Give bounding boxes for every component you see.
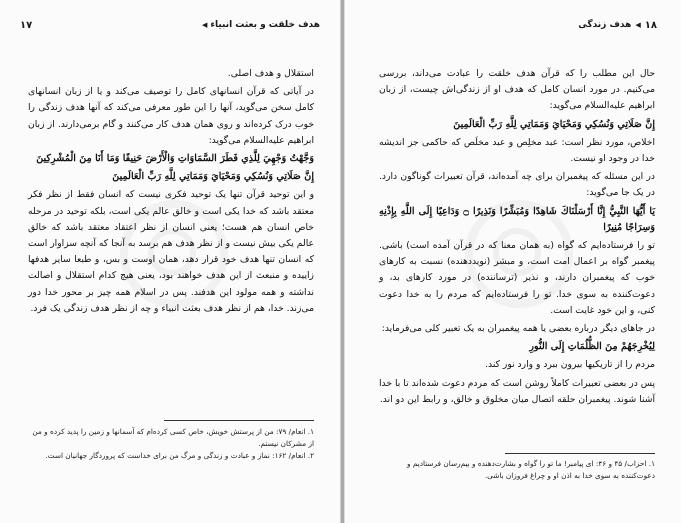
right-footnote-1: ۱. احزاب/ ۴۵ و ۴۶: ای پیامبر! ما تو را گواه و بشارت‌دهنده و بیم‌رسان فرستادیم و دعوت‌کننده به سوی خدا به اذن او و چراغ فروزان باشی. bbox=[407, 459, 655, 480]
left-body-text bbox=[28, 66, 314, 319]
left-page-number: ۱۷ bbox=[20, 19, 33, 31]
left-paragraph-3: و این توحید قرآن تنها یک توحید فکری نیست که انسان فقط از نظر فکر معتقد باشد که خدا یکی است و خالق عالم یکی است، بلکه توحید در مرحله خاص انسان هم هست؛ یعنی انسان از نظر اعتقاد معتقد باشد که خالق عالم یکی بیش نیست و از نظر هدف هم برسد به آنجا که آنچه سزاوار است که انسان تنها هدف خود قرار دهد، همان اوست و بس، و طبعا سایر هدفها زاییده و منبعث از این هدف خواهند بود، یعنی هیچ کدام استقلال و اصالت نداشته و همه مولود این هدفند. پس در اسلام همه چیز بر محور خدا دور می‌زند. خدا، هم از نظر هدف بعثت انبیاء و چه از نظر هدف زندگی یک فرد. bbox=[28, 189, 314, 314]
left-header-title-group bbox=[202, 20, 320, 30]
left-footnotes bbox=[28, 426, 314, 463]
left-footnote-divider bbox=[164, 420, 314, 421]
right-page-number: ۱۸ bbox=[644, 19, 657, 31]
right-running-head bbox=[578, 18, 657, 32]
right-page bbox=[344, 0, 681, 523]
right-paragraph-1: حال این مطلب را که قرآن هدف خلقت را عبادت می‌داند، بررسی می‌کنیم. در مورد انسان کامل که هدف او از زندگی‌اش چیست، از زبان ابراهیم علیه‌السلام می‌گوید: bbox=[379, 68, 655, 112]
left-footnote-2: ۲. انعام/ ۱۶۲: نماز و عبادت و زندگی و مرگ من برای خداست که پروردگار جهانیان است. bbox=[45, 451, 314, 460]
left-quran-verse-2: إِنَّ صَلَاتِي وَنُسُكِي وَمَحْيَايَ وَمَمَاتِي لِلَّهِ رَبِّ الْعَالَمِينَ bbox=[112, 171, 314, 183]
right-quran-verse-2: يَا أَيُّهَا النَّبِيُّ إِنَّا أَرْسَلْنَاكَ شَاهِدًا وَمُبَشِّرًا وَنَذِيرًا ۝ وَدَاعِيًا إِلَى اللَّهِ بِإِذْنِهِ وَسِرَاجًا مُنِيرًا bbox=[379, 205, 655, 233]
right-quran-verse-3: لِيُخْرِجَهُمْ مِنَ الظُّلُمَاتِ إِلَى النُّورِ bbox=[529, 341, 655, 353]
triangle-marker-icon: ◀ bbox=[201, 21, 208, 29]
right-footnote-divider bbox=[505, 453, 655, 454]
left-header-title: هدف خلقت و بعثت انبیاء bbox=[210, 20, 320, 30]
right-quran-verse-1: إِنَّ صَلَاتِي وَنُسُكِي وَمَحْيَايَ وَمَمَاتِي لِلَّهِ رَبِّ الْعَالَمِينَ bbox=[453, 118, 655, 130]
right-paragraph-6: مردم را از تاریکیها بیرون ببرد و وارد نور کند. bbox=[485, 359, 655, 371]
right-paragraph-2: اخلاص، مورد نظر است: عبد مخلِص و عبد مخلَص که حاکمی جز اندیشه خدا در وجود او نیست. bbox=[379, 136, 655, 165]
right-paragraph-4: تو را فرستاده‌ایم که گواه (به همان معنا که در قرآن آمده است) باشی. پیغمبر گواه بر اعمال امت است، و مبشر (نویددهنده) نسبت به کارهای خوب که پیغمبران دارند، و نذیر (ترساننده) در مورد کارهای بد، و دعوت‌کننده به سوی خدا. تو را فرستاده‌ایم که مردم را به خدا دعوت کنی، و این خود غایت است. bbox=[379, 240, 655, 316]
right-paragraph-5: در جاهای دیگر درباره بعضی یا همه پیغمبران به یک تعبیر کلی می‌فرماید: bbox=[381, 323, 655, 335]
left-running-head bbox=[20, 18, 320, 32]
right-body-text bbox=[379, 66, 655, 410]
right-header-title: هدف زندگی bbox=[578, 20, 632, 30]
right-paragraph-3: در این مسئله که پیغمبران برای چه آمده‌اند، قرآن تعبیرات گوناگون دارد. در یک جا می‌گوید: bbox=[379, 171, 655, 199]
triangle-marker-icon: ◀ bbox=[635, 21, 641, 29]
right-paragraph-7: پس در بعضی تعبیرات کاملاً روشن است که مردم دعوت شده‌اند تا با خدا آشنا شوند. پیغمبران حلقه اتصال میان مخلوق و خالق، و رابط این دو اند. bbox=[379, 377, 655, 405]
left-paragraph-2: در آیاتی که قرآن انسانهای کامل را توصیف می‌کند و یا از زبان انسانهای کامل سخن می‌گوید، آنها را این طور معرفی می‌کند که آنها هدف زندگی را خوب درک کرده‌اند و روی همان هدف کار می‌کنند و گام برمی‌دارند. از زبان ابراهیم علیه‌السلام می‌گوید: bbox=[28, 86, 314, 146]
left-quran-verse-1: وَجَّهْتُ وَجْهِيَ لِلَّذِي فَطَرَ السَّمَاوَاتِ وَالْأَرْضَ حَنِيفًا وَمَا أَنَا مِنَ الْمُشْرِكِينَ bbox=[36, 153, 314, 165]
left-footnote-1: ۱. انعام/ ۷۹: من از پرستش خویش، خاص کسی کرده‌ام که آسمانها و زمین را پدید کرده و من از مشرکان نیستم. bbox=[32, 427, 314, 448]
left-paragraph-1: استقلال و هدف اصلی. bbox=[227, 68, 314, 79]
right-footnotes bbox=[379, 458, 655, 482]
